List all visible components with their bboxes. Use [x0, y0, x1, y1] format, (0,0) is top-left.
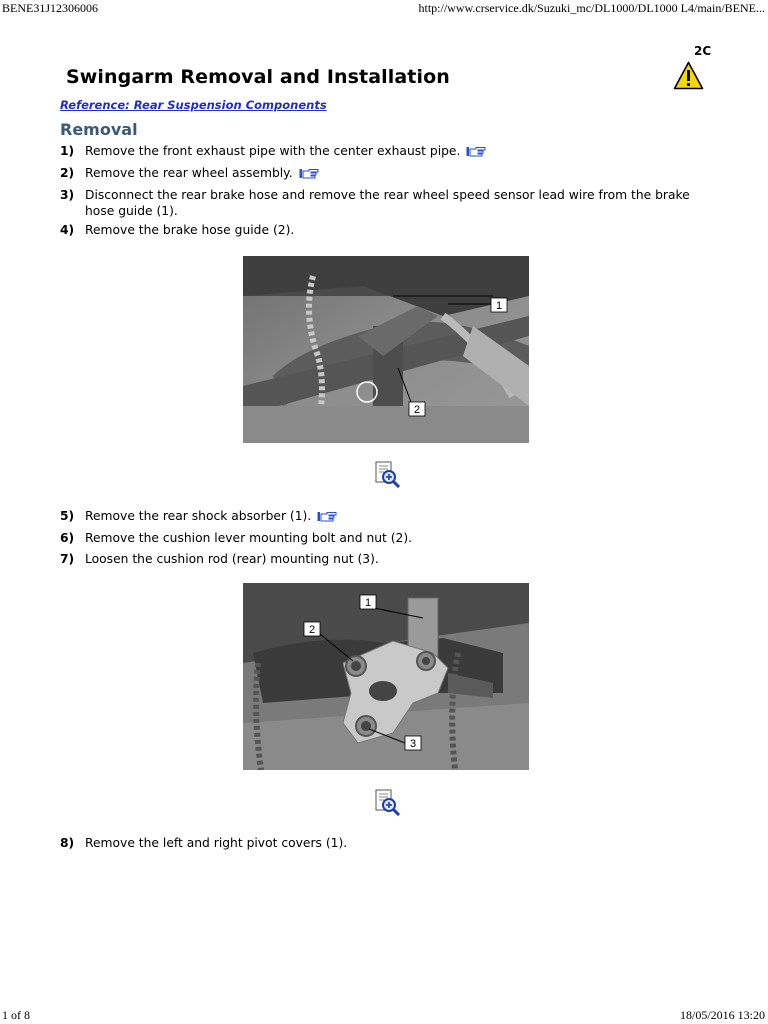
print-header-url: http://www.crservice.dk/Suzuki_mc/DL1000/DL1000 L4/main/BENE...: [418, 1, 765, 15]
step-text: Remove the cushion lever mounting bolt and nut (2).: [85, 531, 413, 545]
step-number: 8): [60, 836, 75, 850]
print-header-doc-id: BENE31J12306006: [2, 1, 98, 15]
step-number: 6): [60, 531, 75, 545]
callout-label: 2: [413, 404, 421, 416]
step-number: 1): [60, 144, 75, 158]
zoom-in-document-icon[interactable]: [374, 460, 402, 488]
page-title: Swingarm Removal and Installation: [66, 66, 450, 88]
callout-label: 1: [495, 300, 503, 312]
section-code: 2C: [694, 44, 712, 58]
step-2: [60, 165, 705, 181]
step-number: 3): [60, 188, 75, 202]
step-number: 7): [60, 552, 75, 566]
step-5: [60, 508, 705, 524]
step-number: 4): [60, 223, 75, 237]
pointing-hand-icon[interactable]: [299, 168, 319, 179]
step-text: Remove the rear shock absorber (1).: [85, 509, 312, 523]
callout-label: 3: [409, 738, 417, 750]
step-text: Loosen the cushion rod (rear) mounting nut (3).: [85, 552, 379, 566]
step-1: [60, 143, 705, 159]
step-number: 2): [60, 166, 75, 180]
step-8: [60, 835, 705, 851]
step-number: 5): [60, 509, 75, 523]
callout-label: 1: [364, 597, 372, 609]
pointing-hand-icon[interactable]: [466, 146, 486, 157]
removal-heading: Removal: [60, 120, 138, 139]
cushion-lever-photo: [243, 583, 529, 770]
step-6: [60, 530, 705, 546]
reference-link[interactable]: Reference: Rear Suspension Components: [60, 98, 327, 112]
step-3: [60, 187, 705, 219]
step-text: Remove the left and right pivot covers (1).: [85, 836, 348, 850]
callout-label: 2: [308, 624, 316, 636]
step-text: Remove the front exhaust pipe with the center exhaust pipe.: [85, 144, 461, 158]
brake-hose-guide-photo: [243, 256, 529, 443]
step-text: Disconnect the rear brake hose and remove the rear wheel speed sensor lead wire from the brake hose guide (1).: [85, 188, 690, 218]
warning-triangle-icon: [673, 61, 704, 90]
step-4: [60, 222, 705, 238]
step-7: [60, 551, 705, 567]
print-footer-datetime: 18/05/2016 13:20: [679, 1008, 765, 1022]
pointing-hand-icon[interactable]: [317, 511, 337, 522]
step-text: Remove the brake hose guide (2).: [85, 223, 295, 237]
zoom-in-document-icon[interactable]: [374, 788, 402, 816]
step-text: Remove the rear wheel assembly.: [85, 166, 293, 180]
print-footer-page: 1 of 8: [2, 1008, 30, 1022]
